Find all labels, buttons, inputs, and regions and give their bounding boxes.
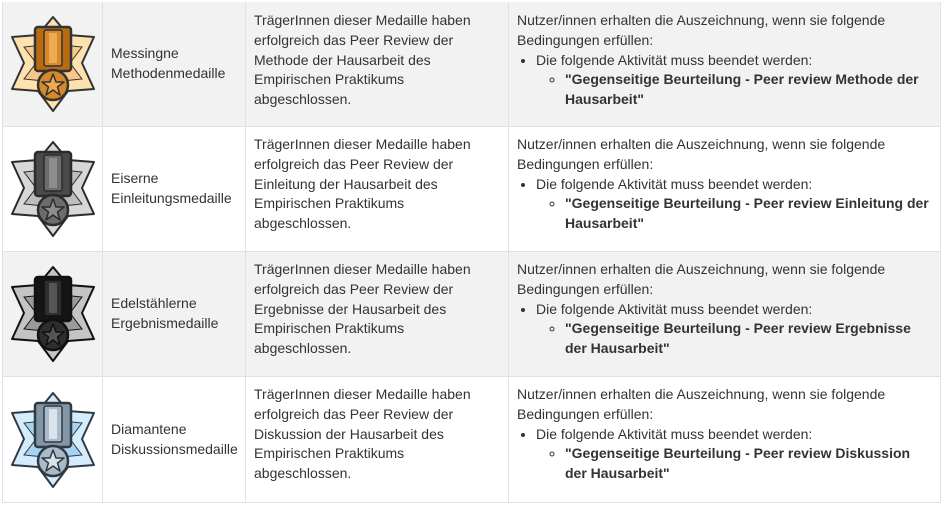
criteria-item xyxy=(536,300,932,359)
criteria-item-text: Die folgende Aktivität muss beendet werden: xyxy=(536,425,813,442)
criteria-list xyxy=(517,425,932,484)
criteria-item-text: Die folgende Aktivität muss beendet werden: xyxy=(536,300,813,317)
badge-name: Diamantene Diskussionsmedaille xyxy=(103,377,246,503)
activity-link[interactable]: "Gegenseitige Beurteilung - Peer review Einleitung der Hausarbeit" xyxy=(565,195,929,232)
table-row xyxy=(3,252,941,377)
activity-item xyxy=(565,70,932,110)
badge-criteria xyxy=(509,377,941,503)
activity-link[interactable]: "Gegenseitige Beurteilung - Peer review Methode der Hausarbeit" xyxy=(565,71,919,108)
badge-description: TrägerInnen dieser Medaille haben erfolgreich das Peer Review der Diskussion der Hausarbeit des Empirischen Praktikums abgeschlossen. xyxy=(246,377,509,503)
criteria-intro: Nutzer/innen erhalten die Auszeichnung, wenn sie folgende Bedingungen erfüllen: xyxy=(517,386,886,422)
criteria-item xyxy=(536,51,932,110)
badge-image-cell xyxy=(3,2,103,127)
criteria-item xyxy=(536,175,932,234)
badge-name: Messingne Methodenmedaille xyxy=(103,2,246,127)
badge-criteria xyxy=(509,2,941,127)
badge-description: TrägerInnen dieser Medaille haben erfolgreich das Peer Review der Einleitung der Hausarbeit des Empirischen Praktikums abgeschlossen. xyxy=(246,127,509,252)
criteria-item xyxy=(536,425,932,484)
diamond-medal-icon xyxy=(8,391,98,489)
badge-name: Edelstählerne Ergebnismedaille xyxy=(103,252,246,377)
badge-criteria xyxy=(509,127,941,252)
badge-name: Eiserne Einleitungsmedaille xyxy=(103,127,246,252)
criteria-intro: Nutzer/innen erhalten die Auszeichnung, wenn sie folgende Bedingungen erfüllen: xyxy=(517,12,886,48)
activity-item xyxy=(565,319,932,359)
activity-list xyxy=(536,319,932,359)
activity-list xyxy=(536,194,932,234)
badge-description: TrägerInnen dieser Medaille haben erfolgreich das Peer Review der Methode der Hausarbeit des Empirischen Praktikums abgeschlossen. xyxy=(246,2,509,127)
criteria-list xyxy=(517,175,932,234)
activity-link[interactable]: "Gegenseitige Beurteilung - Peer review Diskussion der Hausarbeit" xyxy=(565,445,911,482)
iron-medal-icon xyxy=(8,140,98,238)
criteria-list xyxy=(517,51,932,110)
steel-medal-icon xyxy=(8,265,98,363)
badges-table xyxy=(2,2,941,503)
activity-list xyxy=(536,70,932,110)
criteria-intro: Nutzer/innen erhalten die Auszeichnung, wenn sie folgende Bedingungen erfüllen: xyxy=(517,136,886,172)
criteria-item-text: Die folgende Aktivität muss beendet werden: xyxy=(536,175,813,192)
badge-criteria xyxy=(509,252,941,377)
criteria-intro: Nutzer/innen erhalten die Auszeichnung, wenn sie folgende Bedingungen erfüllen: xyxy=(517,261,886,297)
table-row xyxy=(3,2,941,127)
activity-item xyxy=(565,194,932,234)
table-row xyxy=(3,377,941,503)
criteria-list xyxy=(517,300,932,359)
criteria-item-text: Die folgende Aktivität muss beendet werden: xyxy=(536,51,813,68)
activity-list xyxy=(536,444,932,484)
table-row xyxy=(3,127,941,252)
badge-description: TrägerInnen dieser Medaille haben erfolgreich das Peer Review der Ergebnisse der Hausarbeit des Empirischen Praktikums abgeschlossen. xyxy=(246,252,509,377)
activity-item xyxy=(565,444,932,484)
badge-image-cell xyxy=(3,127,103,252)
brass-medal-icon xyxy=(8,15,98,113)
badge-image-cell xyxy=(3,377,103,503)
badge-image-cell xyxy=(3,252,103,377)
activity-link[interactable]: "Gegenseitige Beurteilung - Peer review Ergebnisse der Hausarbeit" xyxy=(565,320,911,357)
